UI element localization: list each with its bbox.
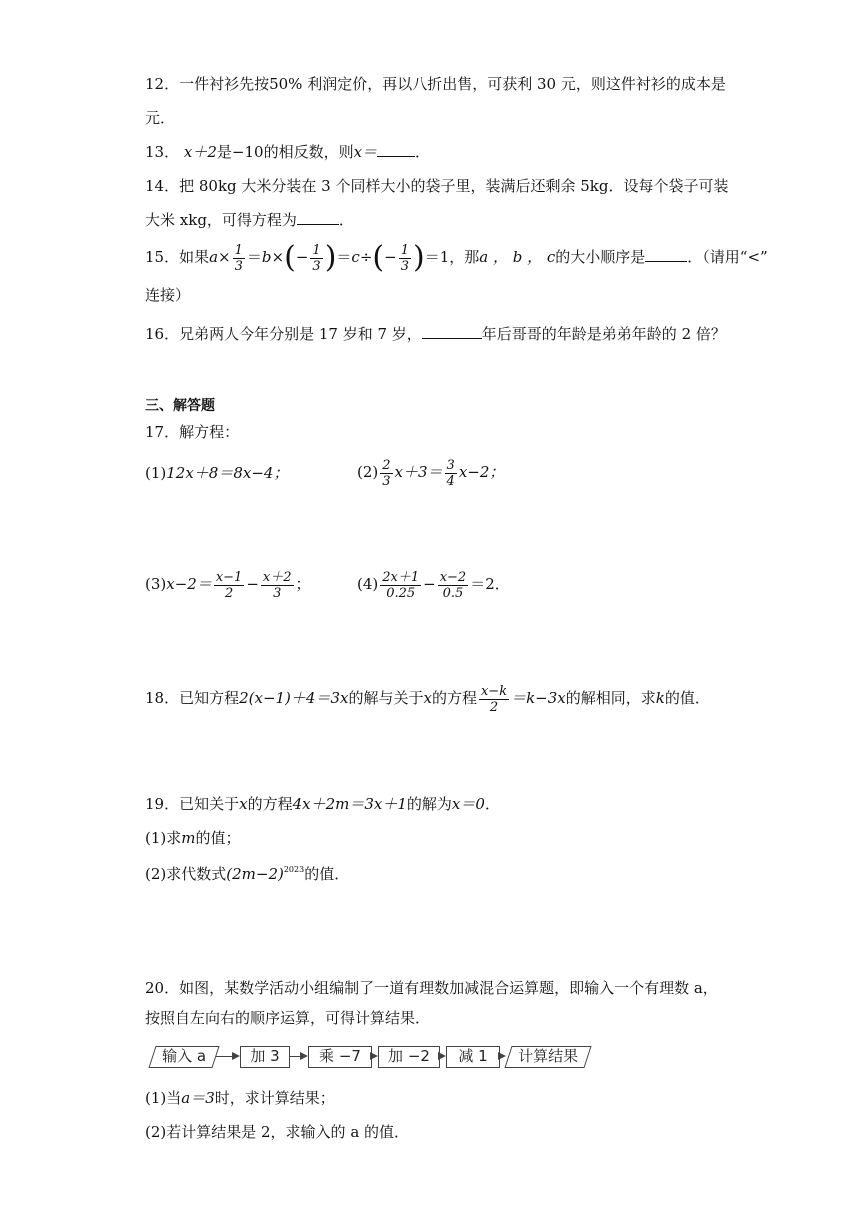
flow-input: 输入 a xyxy=(148,1046,219,1068)
q13-mid: 是 xyxy=(216,143,232,161)
q17-part4 xyxy=(357,564,510,604)
q17-p4-minus: − xyxy=(423,575,436,593)
q15-eq1: ＝ xyxy=(246,248,262,266)
q19-a: 19．已知关于 xyxy=(145,795,240,813)
q19-part1 xyxy=(145,828,241,848)
q17-p3-frac2: $\frac{x+2}{3}$ xyxy=(262,569,292,601)
q19-eq: 4x＋2m＝3x＋1 xyxy=(292,795,407,813)
q17-title: 17．解方程： xyxy=(145,423,240,441)
flow-step-sub1: 减 1 xyxy=(446,1046,500,1068)
q19-b: 的方程 xyxy=(247,795,293,813)
flow-step-mul: 乘 −7 xyxy=(308,1046,372,1068)
q17-p4-end: ＝2． xyxy=(470,575,510,593)
q18-a: 18．已知方程 xyxy=(145,689,240,707)
q17-p1-eq: 12x＋8＝8x−4； xyxy=(166,464,289,482)
q17-p2-frac1: $\frac{2}{3}$ xyxy=(382,457,391,489)
q17-part3 xyxy=(145,564,311,604)
q20-p1a: (1)当 xyxy=(145,1089,182,1107)
q13 xyxy=(145,142,430,162)
flow-arrow-5 xyxy=(500,1056,504,1057)
q15-div: ÷ xyxy=(359,248,373,266)
q14-line1: 14．把 80kg 大米分装在 3 个同样大小的袋子里，装满后还剩余 5kg．设每个袋子可装 xyxy=(145,177,729,195)
q15-times2: × xyxy=(271,248,285,266)
q15-end: ．（请用“<” xyxy=(687,248,768,266)
q19-p2expr: (2m−2) xyxy=(226,865,284,883)
q17-p2-frac2: $\frac{3}{4}$ xyxy=(446,457,455,489)
q18-k: k xyxy=(655,689,665,707)
section-title: 三、解答题 xyxy=(145,398,215,414)
q18-eq1: 2(x−1)＋4＝3x xyxy=(239,689,349,707)
q19-p1a: (1)求 xyxy=(145,829,182,847)
q18-d: 的解相同，求 xyxy=(565,689,656,707)
q13-expr3: x＝ xyxy=(353,143,378,161)
q15-var-a: a xyxy=(209,248,219,266)
q14-answer-blank[interactable] xyxy=(297,210,339,225)
q16-b: 年后哥哥的年龄是弟弟年龄的 2 倍？ xyxy=(481,325,726,343)
q16 xyxy=(145,324,726,344)
q13-expr2: −10 xyxy=(231,143,264,161)
q15-var-c: c xyxy=(351,248,360,266)
q14-line2 xyxy=(145,210,354,230)
q20-line1: 20．如图，某数学活动小组编制了一道有理数加减混合运算题，即输入一个有理数 a， xyxy=(145,979,718,997)
flow-arrow-4 xyxy=(440,1056,444,1057)
q18-eq2: ＝k−3x xyxy=(511,689,566,707)
q16-a: 16．兄弟两人今年分别是 17 岁和 7 岁， xyxy=(145,325,422,343)
q12-line1: 12．一件衬衫先按50% 利润定价，再以八折出售，可获利 30 元，则这件衬衫的成本是 xyxy=(145,75,726,93)
q17-p3-frac1: $\frac{x-1}{2}$ xyxy=(215,569,243,601)
q14-line2b: ． xyxy=(338,211,354,229)
q13-mid2: 的相反数，则 xyxy=(263,143,354,161)
q15-line1: 15．如果a× $\frac{1}{3}$ ＝b×(− $\frac{1}{3}$ )＝c÷(− $\frac{1}{3}$ )＝1，那a ， b ， c的大小顺序是 ．（请用“<” xyxy=(145,240,768,275)
q17-p2-label: (2) xyxy=(357,463,379,481)
q17-p2-end: x−2； xyxy=(458,463,505,481)
q15-frac2: $\frac{1}{3}$ xyxy=(312,242,321,274)
q13-end: ． xyxy=(415,143,431,161)
q15-tail: ＝1，那 xyxy=(424,248,480,266)
q18 xyxy=(145,678,710,718)
flow-output: 计算结果 xyxy=(504,1046,591,1068)
q15-num: 15．如果 xyxy=(145,248,210,266)
q19-stem xyxy=(145,794,500,814)
q20-flowchart xyxy=(146,1044,592,1072)
q19-d: ． xyxy=(484,795,500,813)
q13-num: 13． xyxy=(145,143,180,161)
q19-p2a: (2)求代数式 xyxy=(145,865,227,883)
flow-step-addneg2: 加 −2 xyxy=(378,1046,440,1068)
flow-arrow-1 xyxy=(216,1056,238,1057)
q17-p3-label: (3) xyxy=(145,575,167,593)
q14-line2a: 大米 xkg，可得方程为 xyxy=(145,211,297,229)
q12-line2: 元． xyxy=(145,109,176,127)
q18-e: 的值． xyxy=(664,689,710,707)
q20-part1 xyxy=(145,1088,335,1108)
q15-times: × xyxy=(218,248,231,266)
q20-p1b: 时，求计算结果； xyxy=(214,1089,335,1107)
q19-p2b: 的值． xyxy=(304,865,350,883)
q19-sol: x＝0 xyxy=(451,795,485,813)
q13-answer-blank[interactable] xyxy=(377,142,415,157)
q18-c: 的方程 xyxy=(431,689,477,707)
q20-part2: (2)若计算结果是 2，求输入的 a 的值． xyxy=(145,1123,410,1141)
q15-answer-blank[interactable] xyxy=(645,247,687,262)
q17-p4-frac1: $\frac{2x+1}{0.25}$ xyxy=(382,569,420,601)
q15-frac1: $\frac{1}{3}$ xyxy=(234,242,243,274)
flow-arrow-3 xyxy=(372,1056,376,1057)
q17-p1-label: (1) xyxy=(145,464,167,482)
q17-p4-label: (4) xyxy=(357,575,379,593)
q19-p1b: 的值； xyxy=(195,829,241,847)
q15-after: 的大小顺序是 xyxy=(555,248,646,266)
q17-p3-a: x−2＝ xyxy=(166,575,212,593)
q19-c: 的解为 xyxy=(406,795,452,813)
q13-expr1: x＋2 xyxy=(183,143,217,161)
q18-b: 的解与关于 xyxy=(348,689,424,707)
q20-line2: 按照自左向右的顺序运算，可得计算结果． xyxy=(145,1009,431,1027)
q17-part1 xyxy=(145,463,288,483)
q17-p3-end: ； xyxy=(295,575,311,593)
q17-p4-frac2: $\frac{x-2}{0.5}$ xyxy=(439,569,467,601)
q18-x: x xyxy=(423,689,432,707)
q17-part2 xyxy=(357,452,504,492)
flow-arrow-2 xyxy=(290,1056,306,1057)
q15-line2: 连接） xyxy=(145,286,191,304)
q19-m: m xyxy=(181,829,196,847)
flow-step-add3: 加 3 xyxy=(240,1046,290,1068)
q15-frac3: $\frac{1}{3}$ xyxy=(400,242,409,274)
q15-vars: a ， b ， c xyxy=(479,248,556,266)
q16-answer-blank[interactable] xyxy=(422,324,482,339)
q19-x: x xyxy=(239,795,248,813)
q15-var-b: b xyxy=(261,248,272,266)
q18-frac: $\frac{x-k}{2}$ xyxy=(480,683,508,715)
q15-eq2: ＝ xyxy=(336,248,352,266)
q17-p3-minus: − xyxy=(246,575,259,593)
q17-p2-mid: x＋3＝ xyxy=(394,463,443,481)
q19-p2exp: 2023 xyxy=(283,865,305,874)
q19-part2 xyxy=(145,864,349,884)
q20-p1cond: a＝3 xyxy=(181,1089,215,1107)
